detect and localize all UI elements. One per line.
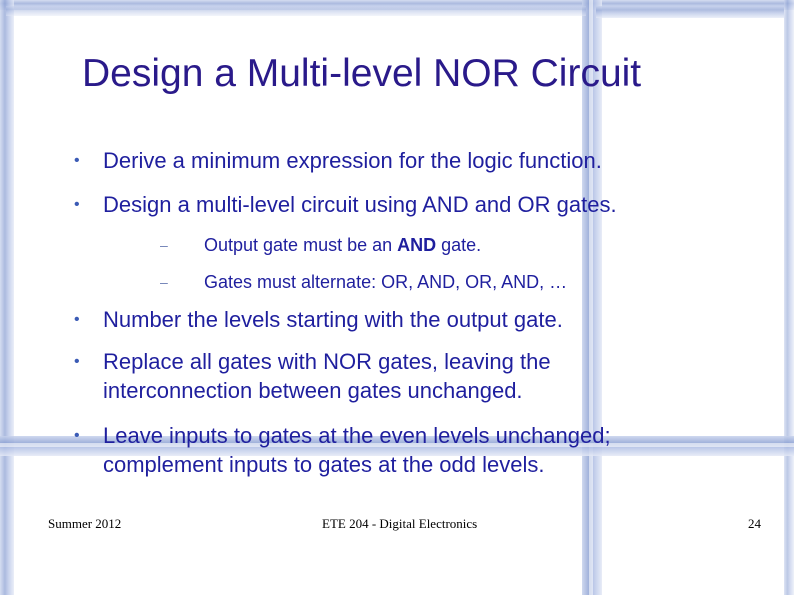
sub-bullet-marker: – bbox=[160, 274, 168, 290]
bullet-replace-gates bbox=[74, 347, 674, 405]
bullet-marker: • bbox=[74, 353, 80, 370]
sub-bullet-bold-and: AND bbox=[397, 235, 437, 255]
slide-title: Design a Multi-level NOR Circuit bbox=[82, 52, 642, 95]
footer-page-number: 24 bbox=[748, 516, 761, 531]
sub-bullet-text-before: Output gate must be an bbox=[204, 235, 398, 255]
footer-date: Summer 2012 bbox=[48, 516, 122, 531]
bullet-marker: • bbox=[74, 311, 80, 328]
bullet-marker: • bbox=[74, 196, 80, 213]
bullet-text: Replace all gates with NOR gates, leaving the interconnection between gates unchanged. bbox=[103, 349, 551, 403]
bullet-marker: • bbox=[74, 427, 80, 444]
sub-bullet-output-gate bbox=[160, 233, 720, 257]
bullet-marker: • bbox=[74, 152, 80, 169]
sub-bullet-text bbox=[204, 233, 720, 257]
bullet-leave-inputs bbox=[74, 421, 734, 479]
sub-bullet-text: Gates must alternate: OR, AND, OR, AND, … bbox=[204, 272, 568, 292]
sub-bullet-marker: – bbox=[160, 237, 168, 253]
footer-course-title: ETE 204 - Digital Electronics bbox=[322, 516, 478, 531]
bullet-number-levels bbox=[74, 305, 754, 334]
bullet-design-multilevel bbox=[74, 190, 754, 219]
bullet-text: Design a multi-level circuit using AND and OR gates. bbox=[103, 192, 617, 217]
bullet-text: Number the levels starting with the output gate. bbox=[103, 307, 563, 332]
sub-bullet-alternate-gates bbox=[160, 270, 720, 294]
bullet-text: Leave inputs to gates at the even levels unchanged; complement inputs to gates at the odd levels. bbox=[103, 423, 611, 477]
bullet-text: Derive a minimum expression for the logic function. bbox=[103, 148, 602, 173]
sub-bullet-text-after: gate. bbox=[436, 235, 482, 255]
bullet-derive-expression bbox=[74, 146, 754, 175]
